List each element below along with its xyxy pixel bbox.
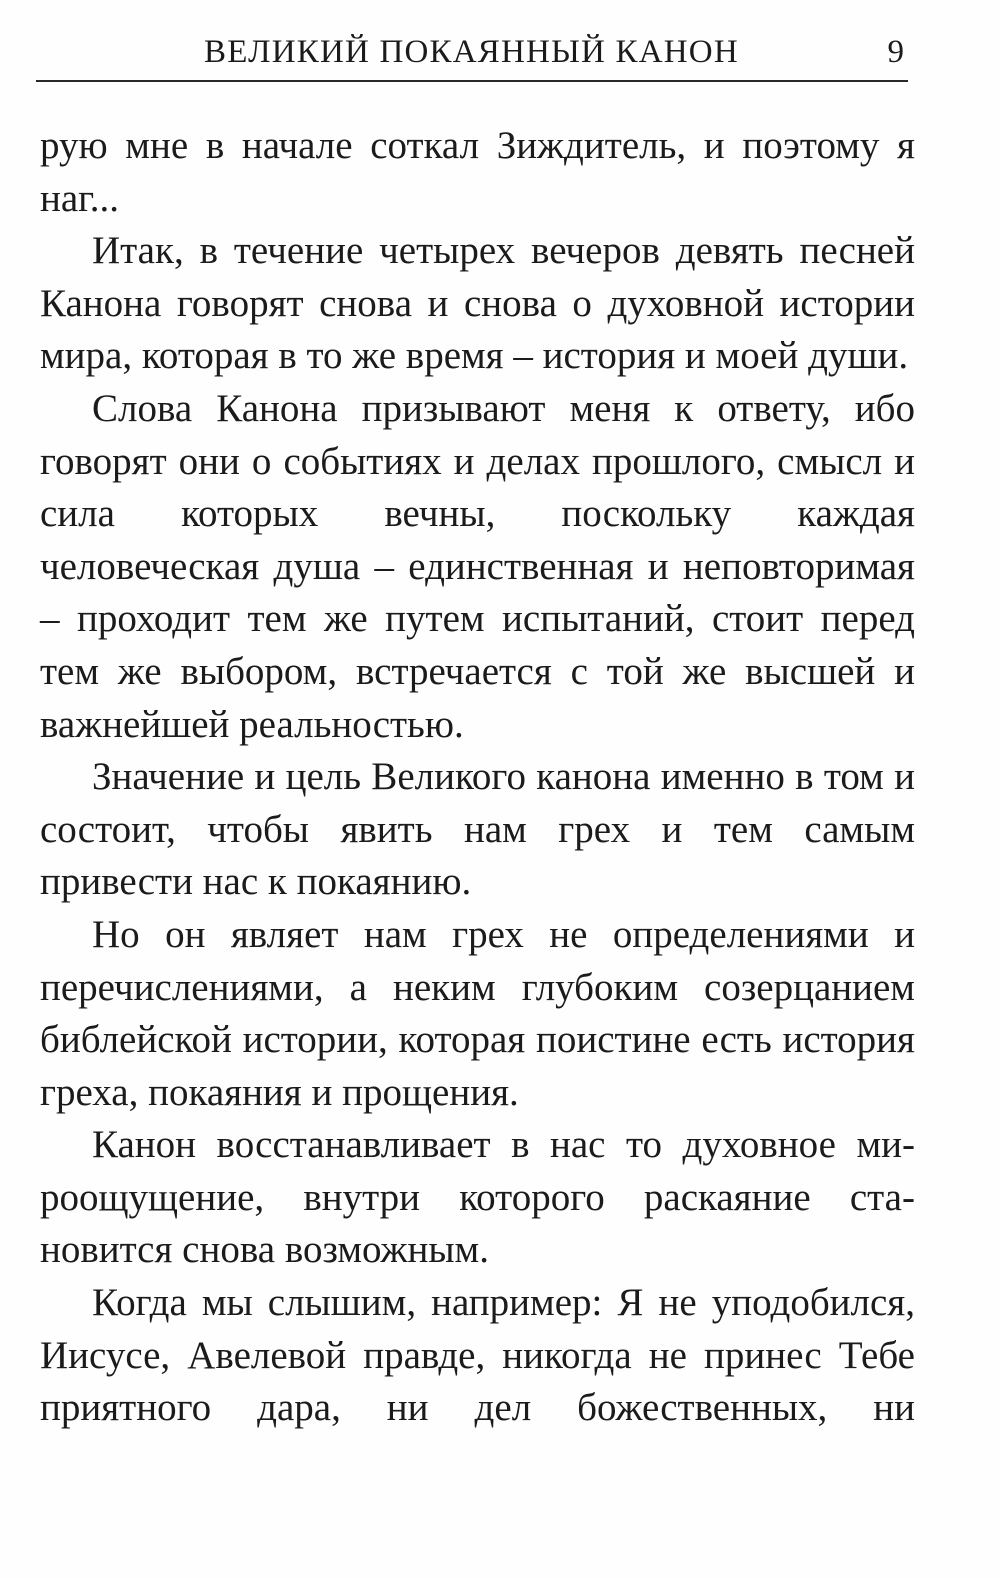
- paragraph: Но он являет нам грех не определениями и перечислениями, а неким глубоким созерцанием библейской истории, которая поистине есть история греха, покаяния и прощения.: [40, 912, 915, 1114]
- paragraph: Итак, в течение четырех вечеров девять песней Канона говорят снова и снова о духовной истории мира, которая в то же время – история и моей души.: [40, 229, 915, 378]
- paragraph-final: Когда мы слышим, например: Я не уподобился, Иисусе, Авелевой правде, никогда не принес Тебе приятного дара, ни дел божественных, ни: [40, 1281, 915, 1430]
- page-header: [36, 30, 908, 82]
- page-number: 9: [887, 34, 904, 70]
- body-text: [40, 120, 915, 1435]
- paragraph: Значение и цель Великого канона именно в том и состоит, чтобы явить нам грех и тем самым привести нас к покаянию.: [40, 755, 915, 904]
- running-title: ВЕЛИКИЙ ПОКАЯННЫЙ КАНОН: [204, 34, 739, 70]
- paragraph: Слова Канона призывают меня к ответу, ибо говорят они о событиях и делах прошлого, смысл и сила которых вечны, поскольку каждая человеческая душа – единственная и неповторимая – проходит тем же путем испытаний, стоит перед тем же выбором, встречается с той же высшей и важнейшей реальностью.: [40, 386, 915, 746]
- paragraph: Канон восстанавливает в нас то духовное мироощущение, внутри которого раскаяние становится снова возможным.: [40, 1123, 915, 1272]
- paragraph-continuation: рую мне в начале соткал Зиждитель, и поэтому я наг...: [40, 124, 915, 220]
